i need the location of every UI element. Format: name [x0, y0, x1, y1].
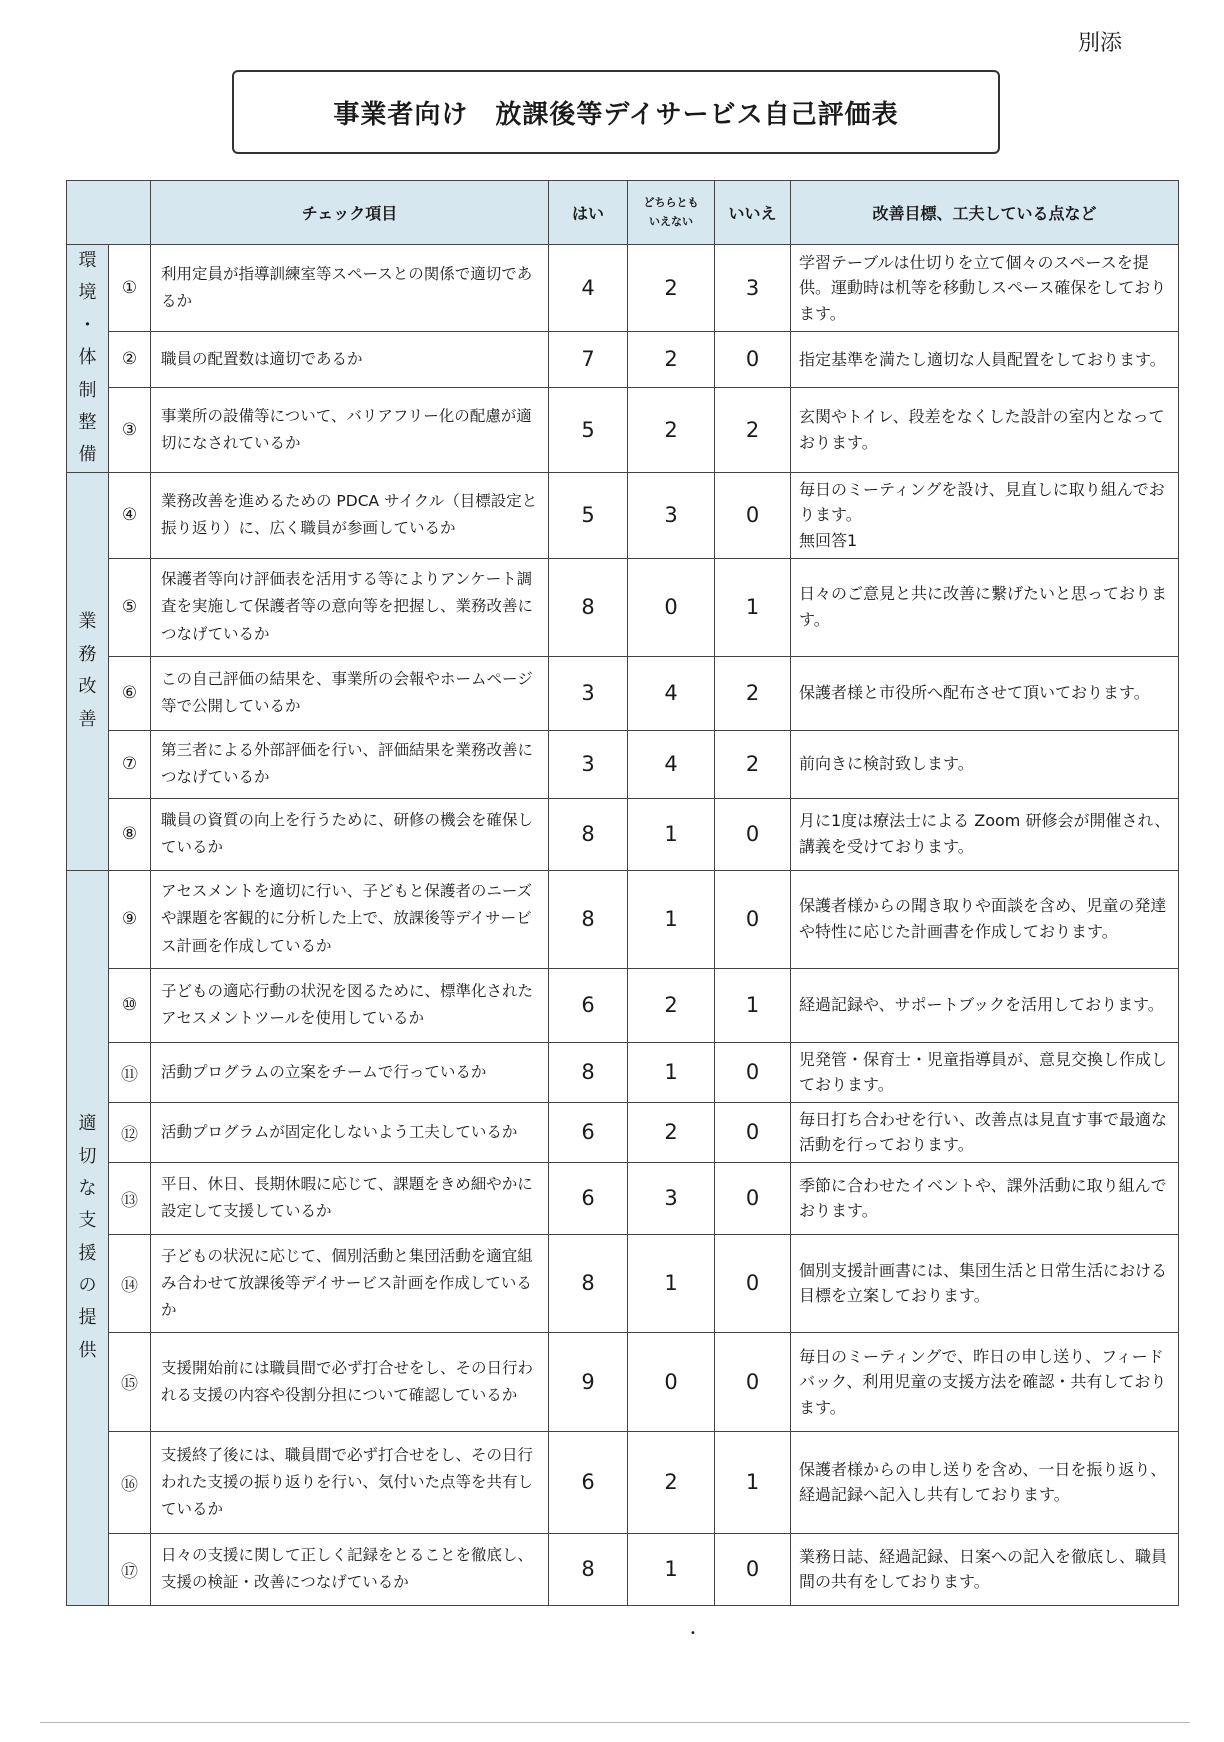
improvement-note: 業務日誌、経過記録、日案への記入を徹底し、職員間の共有をしております。: [791, 1533, 1179, 1605]
improvement-note: 前向きに検討致します。: [791, 730, 1179, 798]
neither-count: 2: [628, 245, 715, 332]
no-count: 2: [715, 730, 791, 798]
yes-count: 6: [549, 1431, 628, 1533]
row-number: ⑥: [109, 656, 151, 730]
no-count: 0: [715, 1162, 791, 1234]
yes-count: 9: [549, 1332, 628, 1431]
row-number: ⑰: [109, 1533, 151, 1605]
page-title: 事業者向け 放課後等デイサービス自己評価表: [232, 70, 1000, 154]
neither-count: 4: [628, 730, 715, 798]
improvement-note: 個別支援計画書には、集団生活と日常生活における目標を立案しております。: [791, 1234, 1179, 1332]
neither-count: 2: [628, 1102, 715, 1162]
row-number: ⑮: [109, 1332, 151, 1431]
neither-count: 0: [628, 1332, 715, 1431]
yes-count: 8: [549, 1042, 628, 1102]
row-number: ②: [109, 332, 151, 388]
row-number: ⑩: [109, 968, 151, 1042]
row-number: ⑦: [109, 730, 151, 798]
table-header-row: [67, 181, 1179, 245]
yes-count: 8: [549, 1234, 628, 1332]
no-count: 2: [715, 387, 791, 472]
no-count: 1: [715, 1431, 791, 1533]
header-neither: どちらとも いえない: [628, 181, 715, 245]
improvement-note: 児発管・保育士・児童指導員が、意見交換し作成しております。: [791, 1042, 1179, 1102]
yes-count: 6: [549, 1162, 628, 1234]
yes-count: 8: [549, 798, 628, 870]
page-bottom-rule: [40, 1722, 1190, 1723]
row-number: ⑨: [109, 870, 151, 968]
yes-count: 8: [549, 558, 628, 656]
header-check-item: チェック項目: [151, 181, 549, 245]
neither-count: 1: [628, 1533, 715, 1605]
yes-count: 7: [549, 332, 628, 388]
check-item: 子どもの状況に応じて、個別活動と集団活動を適宜組み合わせて放課後等デイサービス計画を作成しているか: [151, 1234, 549, 1332]
neither-count: 2: [628, 332, 715, 388]
check-item: 活動プログラムが固定化しないよう工夫しているか: [151, 1102, 549, 1162]
check-item: アセスメントを適切に行い、子どもと保護者のニーズや課題を客観的に分析した上で、放課後等デイサービス計画を作成しているか: [151, 870, 549, 968]
neither-count: 2: [628, 387, 715, 472]
no-count: 0: [715, 1332, 791, 1431]
row-number: ③: [109, 387, 151, 472]
check-item: 子どもの適応行動の状況を図るために、標準化されたアセスメントツールを使用しているか: [151, 968, 549, 1042]
table-row: [67, 870, 1179, 968]
neither-count: 1: [628, 798, 715, 870]
table-row: [67, 968, 1179, 1042]
neither-count: 0: [628, 558, 715, 656]
improvement-note: 玄関やトイレ、段差をなくした設計の室内となっております。: [791, 387, 1179, 472]
no-count: 1: [715, 558, 791, 656]
category-appropriate-support: 適 切 な 支 援 の 提 供: [67, 870, 109, 1605]
check-item: 第三者による外部評価を行い、評価結果を業務改善につなげているか: [151, 730, 549, 798]
no-count: 0: [715, 472, 791, 558]
category-business-improvement: 業 務 改 善: [67, 472, 109, 870]
check-item: 日々の支援に関して正しく記録をとることを徹底し、支援の検証・改善につなげているか: [151, 1533, 549, 1605]
yes-count: 8: [549, 1533, 628, 1605]
improvement-note: 日々のご意見と共に改善に繋げたいと思っております。: [791, 558, 1179, 656]
neither-count: 1: [628, 1042, 715, 1102]
check-item: 活動プログラムの立案をチームで行っているか: [151, 1042, 549, 1102]
check-item: 平日、休日、長期休暇に応じて、課題をきめ細やかに設定して支援しているか: [151, 1162, 549, 1234]
check-item: 業務改善を進めるための PDCA サイクル（目標設定と振り返り）に、広く職員が参画しているか: [151, 472, 549, 558]
improvement-note: 毎日のミーティングで、昨日の申し送り、フィードバック、利用児童の支援方法を確認・共有しております。: [791, 1332, 1179, 1431]
no-count: 0: [715, 1533, 791, 1605]
table-row: [67, 730, 1179, 798]
header-no: いいえ: [715, 181, 791, 245]
row-number: ⑧: [109, 798, 151, 870]
yes-count: 4: [549, 245, 628, 332]
yes-count: 6: [549, 1102, 628, 1162]
check-item: 職員の配置数は適切であるか: [151, 332, 549, 388]
no-count: 0: [715, 1042, 791, 1102]
row-number: ⑤: [109, 558, 151, 656]
row-number: ⑬: [109, 1162, 151, 1234]
check-item: 事業所の設備等について、バリアフリー化の配慮が適切になされているか: [151, 387, 549, 472]
table-row: [67, 656, 1179, 730]
neither-count: 2: [628, 1431, 715, 1533]
check-item: 支援開始前には職員間で必ず打合せをし、その日行われる支援の内容や役割分担について確認しているか: [151, 1332, 549, 1431]
row-number: ⑫: [109, 1102, 151, 1162]
table-row: [67, 1431, 1179, 1533]
neither-count: 3: [628, 472, 715, 558]
table-row: [67, 1102, 1179, 1162]
row-number: ①: [109, 245, 151, 332]
neither-count: 4: [628, 656, 715, 730]
check-item: 支援終了後には、職員間で必ず打合せをし、その日行われた支援の振り返りを行い、気付いた点等を共有しているか: [151, 1431, 549, 1533]
improvement-note: 指定基準を満たし適切な人員配置をしております。: [791, 332, 1179, 388]
improvement-note: 保護者様からの聞き取りや面談を含め、児童の発達や特性に応じた計画書を作成しております。: [791, 870, 1179, 968]
annex-label: 別添: [1078, 31, 1123, 56]
row-number: ⑯: [109, 1431, 151, 1533]
improvement-note: 季節に合わせたイベントや、課外活動に取り組んでおります。: [791, 1162, 1179, 1234]
yes-count: 6: [549, 968, 628, 1042]
table-row: [67, 798, 1179, 870]
no-count: 0: [715, 1102, 791, 1162]
table-row: [67, 472, 1179, 558]
check-item: この自己評価の結果を、事業所の会報やホームページ等で公開しているか: [151, 656, 549, 730]
improvement-note: 保護者様からの申し送りを含め、一日を振り返り、経過記録へ記入し共有しております。: [791, 1431, 1179, 1533]
table-row: [67, 387, 1179, 472]
evaluation-table: [66, 180, 1179, 1606]
no-count: 1: [715, 968, 791, 1042]
table-row: [67, 558, 1179, 656]
no-count: 0: [715, 798, 791, 870]
category-environment: 環 境 ・ 体 制 整 備: [67, 245, 109, 473]
improvement-note: 毎日打ち合わせを行い、改善点は見直す事で最適な活動を行っております。: [791, 1102, 1179, 1162]
table-row: [67, 332, 1179, 388]
improvement-note: 経過記録や、サポートブックを活用しております。: [791, 968, 1179, 1042]
neither-count: 2: [628, 968, 715, 1042]
header-improvement: 改善目標、工夫している点など: [791, 181, 1179, 245]
no-count: 2: [715, 656, 791, 730]
no-count: 0: [715, 870, 791, 968]
table-row: [67, 1533, 1179, 1605]
yes-count: 3: [549, 656, 628, 730]
no-count: 0: [715, 332, 791, 388]
check-item: 保護者等向け評価表を活用する等によりアンケート調査を実施して保護者等の意向等を把握し、業務改善につなげているか: [151, 558, 549, 656]
table-row: [67, 245, 1179, 332]
yes-count: 3: [549, 730, 628, 798]
header-yes: はい: [549, 181, 628, 245]
header-category: [67, 181, 151, 245]
improvement-note: 月に1度は療法士による Zoom 研修会が開催され、講義を受けております。: [791, 798, 1179, 870]
table-row: [67, 1042, 1179, 1102]
check-item: 利用定員が指導訓練室等スペースとの関係で適切であるか: [151, 245, 549, 332]
row-number: ⑭: [109, 1234, 151, 1332]
table-row: [67, 1234, 1179, 1332]
yes-count: 8: [549, 870, 628, 968]
improvement-note: 学習テーブルは仕切りを立て個々のスペースを提供。運動時は机等を移動しスペース確保をしております。: [791, 245, 1179, 332]
no-count: 0: [715, 1234, 791, 1332]
yes-count: 5: [549, 472, 628, 558]
row-number: ④: [109, 472, 151, 558]
neither-count: 3: [628, 1162, 715, 1234]
stray-dot: •: [690, 1628, 696, 1639]
neither-count: 1: [628, 1234, 715, 1332]
neither-count: 1: [628, 870, 715, 968]
improvement-note: 毎日のミーティングを設け、見直しに取り組んでおります。 無回答1: [791, 472, 1179, 558]
table-row: [67, 1162, 1179, 1234]
no-count: 3: [715, 245, 791, 332]
table-row: [67, 1332, 1179, 1431]
row-number: ⑪: [109, 1042, 151, 1102]
improvement-note: 保護者様と市役所へ配布させて頂いております。: [791, 656, 1179, 730]
yes-count: 5: [549, 387, 628, 472]
check-item: 職員の資質の向上を行うために、研修の機会を確保しているか: [151, 798, 549, 870]
